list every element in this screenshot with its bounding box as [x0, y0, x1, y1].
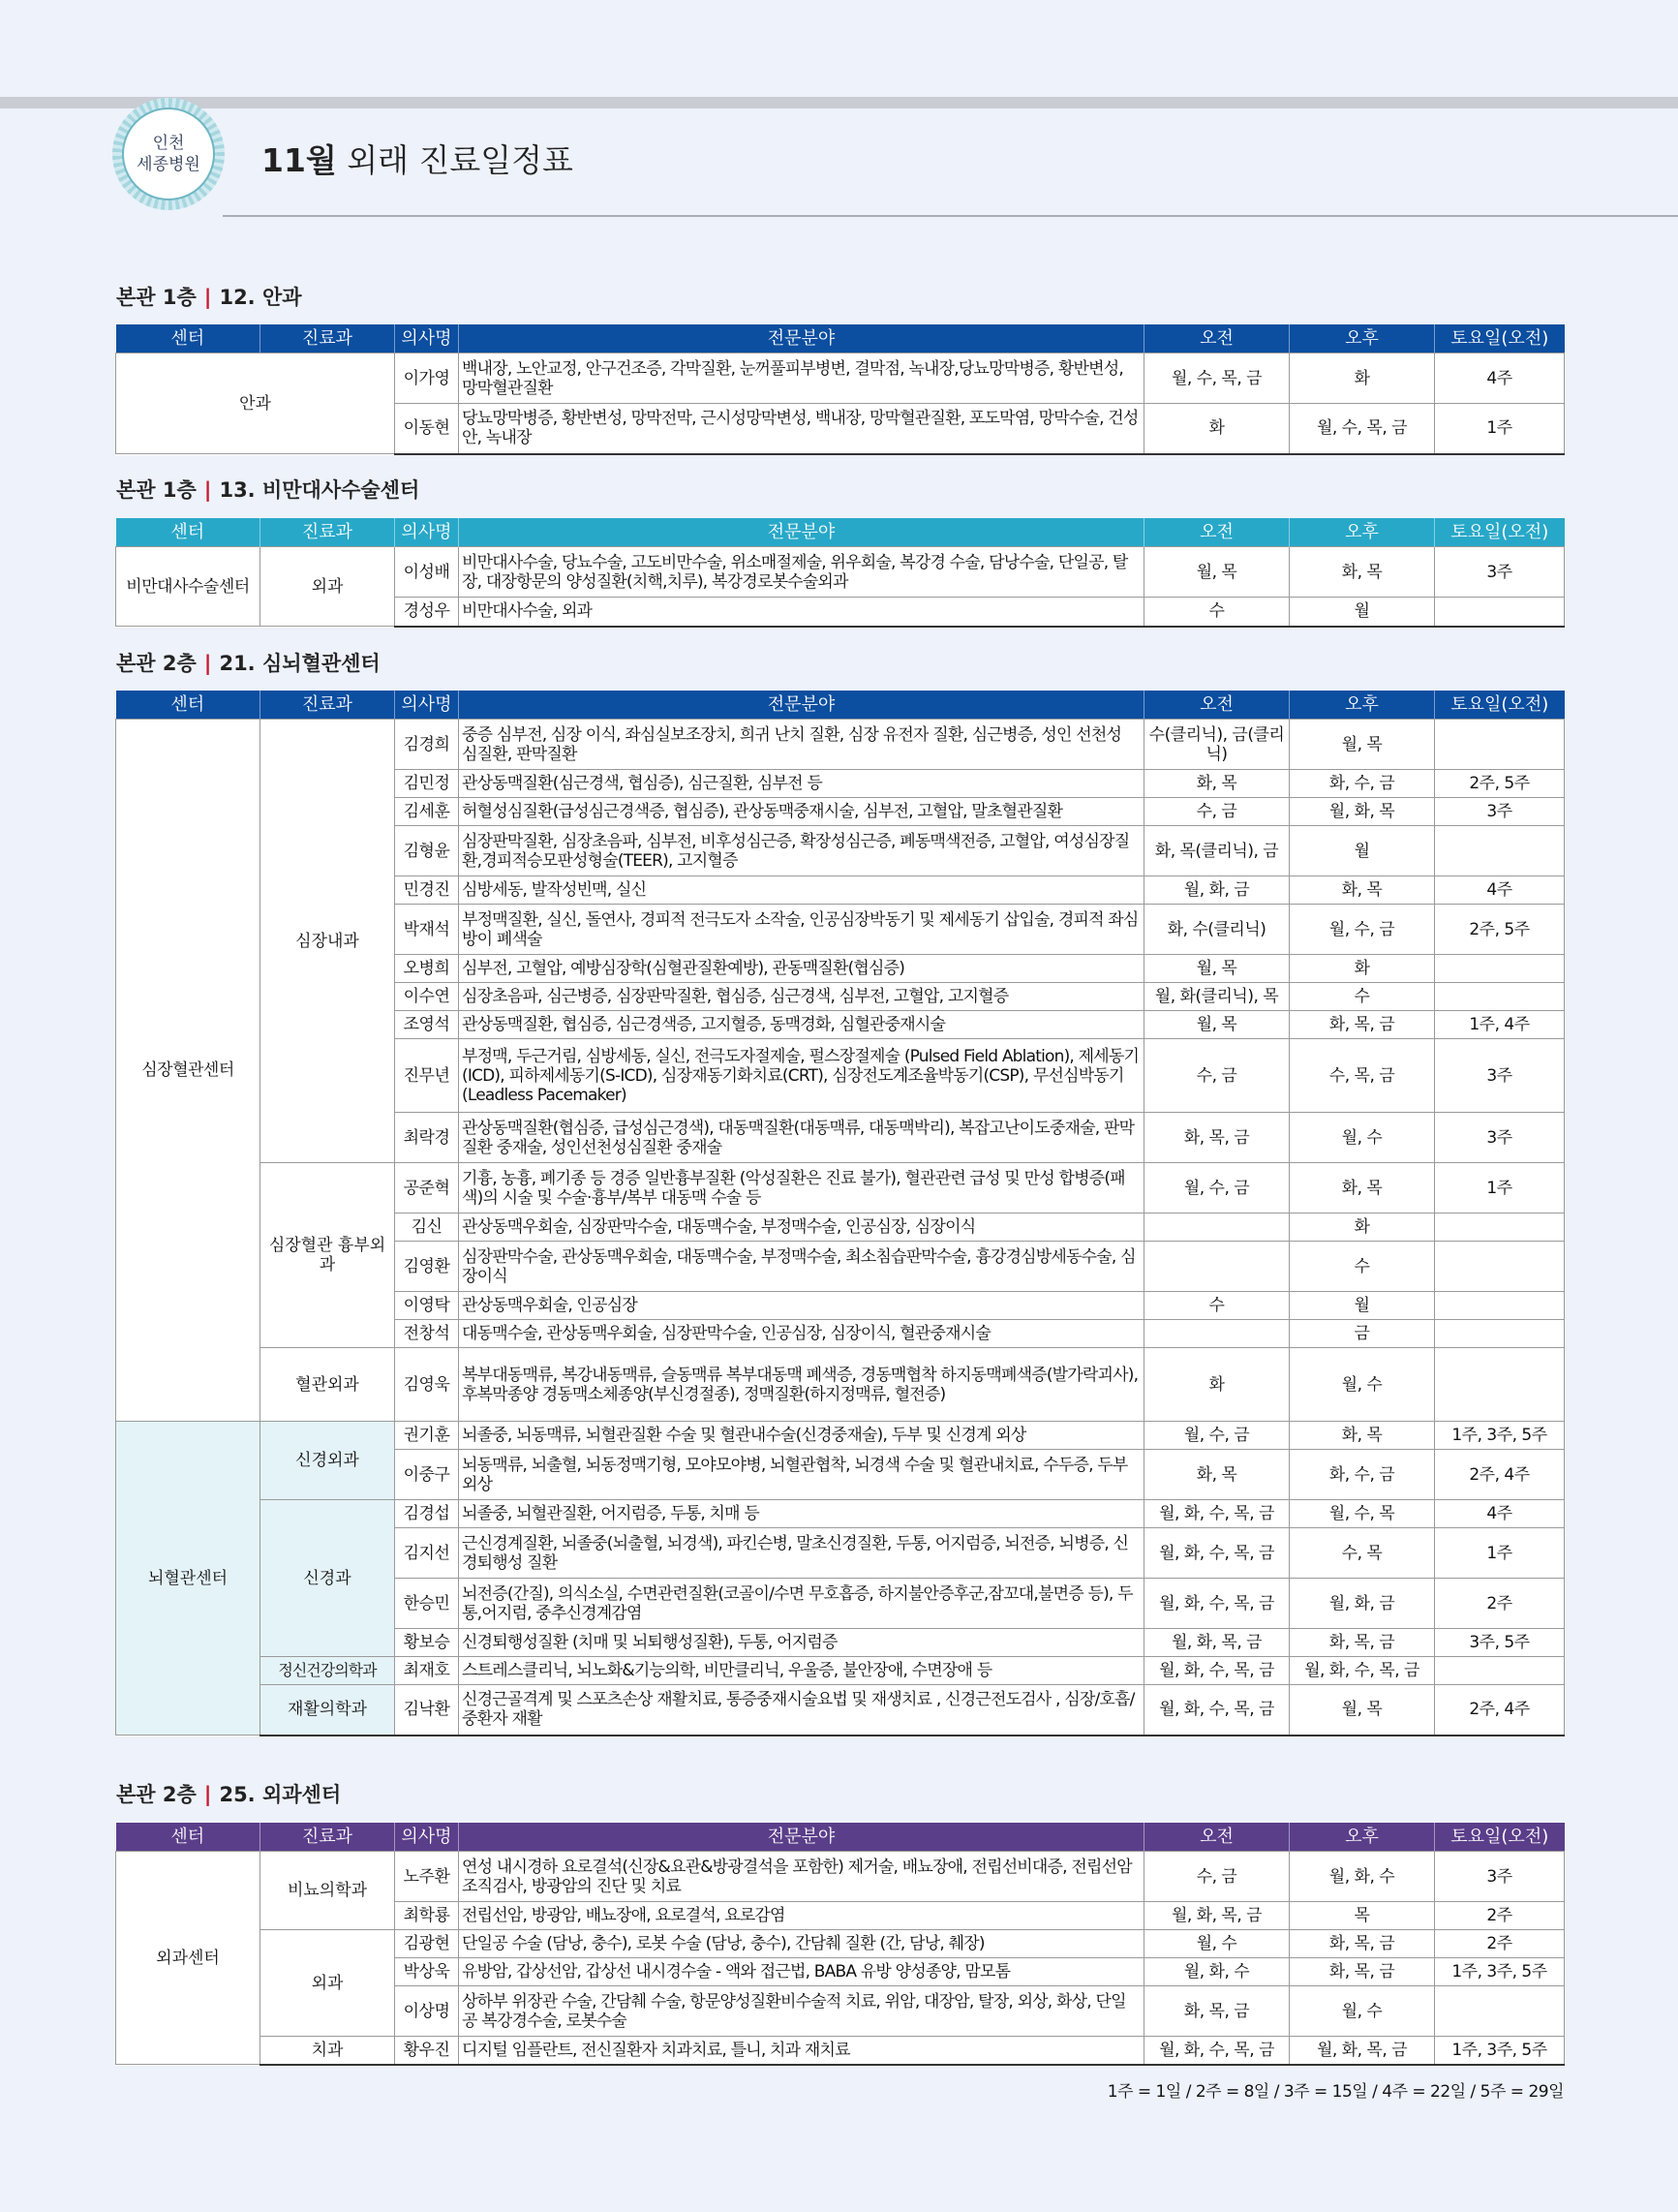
table-row — [116, 1657, 1565, 1685]
doctor-cell: 이동현 — [395, 404, 459, 454]
sat-cell: 1주 — [1435, 404, 1565, 454]
doctor-cell: 박재석 — [395, 905, 459, 955]
dept-cell: 심장내과 — [260, 720, 395, 1163]
sat-cell — [1435, 720, 1565, 770]
am-cell: 화, 수(클리닉) — [1144, 905, 1290, 955]
table-row — [116, 1422, 1565, 1450]
col-specialty: 전문분야 — [459, 691, 1144, 720]
am-cell: 월, 목 — [1144, 955, 1290, 983]
header-rule — [223, 215, 1678, 217]
am-cell: 화, 목, 금 — [1144, 1113, 1290, 1163]
specialty-cell: 당뇨망막병증, 황반변성, 망막전막, 근시성망막변성, 백내장, 망막혈관질환, 포도막염, 망막수술, 건성안, 녹내장 — [459, 404, 1144, 454]
col-am: 오전 — [1144, 691, 1290, 720]
col-am: 오전 — [1144, 518, 1290, 547]
section-floor: 본관 1층 — [116, 478, 197, 502]
am-cell — [1144, 1320, 1290, 1348]
table-row — [116, 2037, 1565, 2065]
am-cell: 월, 화, 수, 목, 금 — [1144, 1528, 1290, 1579]
section-heading-cardio — [116, 648, 381, 677]
pm-cell: 화, 목 — [1290, 1422, 1435, 1450]
specialty-cell: 근신경계질환, 뇌졸중(뇌출혈, 뇌경색), 파킨슨병, 말초신경질환, 두통, 어지럼증, 뇌전증, 뇌병증, 신경퇴행성 질환 — [459, 1528, 1144, 1579]
pm-cell: 화, 수, 금 — [1290, 770, 1435, 798]
center-cell: 비만대사수술센터 — [116, 547, 260, 627]
table-row — [116, 1348, 1565, 1422]
doctor-cell: 김지선 — [395, 1528, 459, 1579]
section-divider: | — [203, 286, 212, 309]
dept-cell: 재활의학과 — [260, 1685, 395, 1736]
am-cell: 월, 수, 금 — [1144, 1422, 1290, 1450]
page-title — [261, 136, 573, 181]
doctor-cell: 조영석 — [395, 1011, 459, 1039]
specialty-cell: 관상동맥질환(협심증, 급성심근경색), 대동맥질환(대동맥류, 대동맥박리), 복잡고난이도중재술, 판막질환 중재술, 성인선천성심질환 중재술 — [459, 1113, 1144, 1163]
pm-cell: 월, 수 — [1290, 1348, 1435, 1422]
col-doctor: 의사명 — [395, 518, 459, 547]
am-cell: 화, 목 — [1144, 1450, 1290, 1500]
doctor-cell: 이중구 — [395, 1450, 459, 1500]
pm-cell: 화, 목 — [1290, 1163, 1435, 1214]
doctor-cell: 이성배 — [395, 547, 459, 598]
pm-cell: 월, 수, 금 — [1290, 905, 1435, 955]
pm-cell: 화, 목, 금 — [1290, 1958, 1435, 1986]
sat-cell — [1435, 1292, 1565, 1320]
col-sat: 토요일(오전) — [1435, 324, 1565, 353]
col-center: 센터 — [116, 1823, 260, 1852]
specialty-cell: 허혈성심질환(급성심근경색증, 협심증), 관상동맥중재시술, 심부전, 고혈압, 말초혈관질환 — [459, 798, 1144, 826]
col-doctor: 의사명 — [395, 324, 459, 353]
logo-badge — [122, 108, 215, 200]
hospital-logo — [112, 98, 225, 210]
dept-cell: 치과 — [260, 2037, 395, 2065]
am-cell: 월, 화, 수, 목, 금 — [1144, 2037, 1290, 2065]
doctor-cell: 공준혁 — [395, 1163, 459, 1214]
doctor-cell: 전창석 — [395, 1320, 459, 1348]
section-title: 25. 외과센터 — [219, 1783, 342, 1806]
pm-cell: 화, 목 — [1290, 547, 1435, 598]
sat-cell: 3주 — [1435, 1852, 1565, 1902]
sat-cell: 3주, 5주 — [1435, 1629, 1565, 1657]
specialty-cell: 상하부 위장관 수술, 간담췌 수술, 항문양성질환비수술적 치료, 위암, 대장암, 탈장, 외상, 화상, 단일공 복강경수술, 로봇수술 — [459, 1986, 1144, 2037]
specialty-cell: 연성 내시경하 요로결석(신장&요관&방광결석을 포함한) 제거술, 배뇨장애, 전립선비대증, 전립선암조직검사, 방광암의 진단 및 치료 — [459, 1852, 1144, 1902]
table-row — [116, 1930, 1565, 1958]
doctor-cell: 김형윤 — [395, 826, 459, 876]
sat-cell — [1435, 955, 1565, 983]
doctor-cell: 황보승 — [395, 1629, 459, 1657]
sat-cell — [1435, 1320, 1565, 1348]
doctor-cell: 이수연 — [395, 983, 459, 1011]
specialty-cell: 관상동맥우회술, 심장판막수술, 대동맥수술, 부정맥수술, 인공심장, 심장이식 — [459, 1214, 1144, 1242]
doctor-cell: 경성우 — [395, 598, 459, 627]
am-cell — [1144, 1242, 1290, 1292]
am-cell — [1144, 1214, 1290, 1242]
sat-cell: 4주 — [1435, 1500, 1565, 1528]
col-pm: 오후 — [1290, 1823, 1435, 1852]
sat-cell: 4주 — [1435, 353, 1565, 404]
specialty-cell: 심방세동, 발작성빈맥, 실신 — [459, 876, 1144, 905]
schedule-table-surgery — [115, 1823, 1565, 2066]
am-cell: 월, 화, 수, 목, 금 — [1144, 1685, 1290, 1736]
specialty-cell: 유방암, 갑상선암, 갑상선 내시경수술 - 액와 접근법, BABA 유방 양성종양, 맘모톰 — [459, 1958, 1144, 1986]
sat-cell: 3주 — [1435, 1113, 1565, 1163]
am-cell: 수, 금 — [1144, 1852, 1290, 1902]
dept-cell: 신경외과 — [260, 1422, 395, 1500]
table-row — [116, 1685, 1565, 1736]
pm-cell: 월, 화, 목 — [1290, 798, 1435, 826]
am-cell: 수, 금 — [1144, 1039, 1290, 1113]
pm-cell: 월 — [1290, 1292, 1435, 1320]
table-header-row — [116, 1823, 1565, 1852]
am-cell: 월, 화, 수, 목, 금 — [1144, 1500, 1290, 1528]
doctor-cell: 이영탁 — [395, 1292, 459, 1320]
pm-cell: 월, 수 — [1290, 1986, 1435, 2037]
dept-cell: 심장혈관 흉부외과 — [260, 1163, 395, 1348]
sat-cell: 3주 — [1435, 547, 1565, 598]
doctor-cell: 김민정 — [395, 770, 459, 798]
section-floor: 본관 2층 — [116, 652, 197, 675]
doctor-cell: 김세훈 — [395, 798, 459, 826]
specialty-cell: 스트레스클리닉, 뇌노화&기능의학, 비만클리닉, 우울증, 불안장애, 수면장애 등 — [459, 1657, 1144, 1685]
pm-cell: 화, 목, 금 — [1290, 1011, 1435, 1039]
am-cell: 월, 목 — [1144, 1011, 1290, 1039]
specialty-cell: 기흉, 농흉, 폐기종 등 경증 일반흉부질환 (악성질환은 진료 불가), 혈관관련 급성 및 만성 합병증(패색)의 시술 및 수술·흉부/복부 대동맥 수술 등 — [459, 1163, 1144, 1214]
dept-cell: 신경과 — [260, 1500, 395, 1657]
pm-cell: 수, 목, 금 — [1290, 1039, 1435, 1113]
section-floor: 본관 2층 — [116, 1783, 197, 1806]
sat-cell: 1주 — [1435, 1163, 1565, 1214]
specialty-cell: 전립선암, 방광암, 배뇨장애, 요로결석, 요로감염 — [459, 1902, 1144, 1930]
pm-cell: 월, 화, 수 — [1290, 1852, 1435, 1902]
sat-cell: 2주, 5주 — [1435, 770, 1565, 798]
doctor-cell: 김신 — [395, 1214, 459, 1242]
specialty-cell: 단일공 수술 (담낭, 충수), 로봇 수술 (담낭, 충수), 간담췌 질환 (간, 담낭, 췌장) — [459, 1930, 1144, 1958]
table-row — [116, 1163, 1565, 1214]
sat-cell: 1주, 3주, 5주 — [1435, 2037, 1565, 2065]
am-cell: 화, 목 — [1144, 770, 1290, 798]
sat-cell: 4주 — [1435, 876, 1565, 905]
doctor-cell: 최학룡 — [395, 1902, 459, 1930]
specialty-cell: 뇌졸중, 뇌동맥류, 뇌혈관질환 수술 및 혈관내수술(신경중재술), 두부 및 신경계 외상 — [459, 1422, 1144, 1450]
table-row — [116, 720, 1565, 770]
col-center: 센터 — [116, 324, 260, 353]
col-pm: 오후 — [1290, 691, 1435, 720]
doctor-cell: 이상명 — [395, 1986, 459, 2037]
section-heading-eye — [116, 282, 302, 311]
section-heading-obesity — [116, 475, 419, 504]
am-cell: 월, 화, 금 — [1144, 876, 1290, 905]
am-cell: 화, 목(클리닉), 금 — [1144, 826, 1290, 876]
pm-cell: 월, 수, 목 — [1290, 1500, 1435, 1528]
col-sat: 토요일(오전) — [1435, 1823, 1565, 1852]
doctor-cell: 최재호 — [395, 1657, 459, 1685]
specialty-cell: 대동맥수술, 관상동맥우회술, 심장판막수술, 인공심장, 심장이식, 혈관중재시술 — [459, 1320, 1144, 1348]
table-header-row — [116, 691, 1565, 720]
am-cell: 수(클리닉), 금(클리닉) — [1144, 720, 1290, 770]
sat-cell: 1주 — [1435, 1528, 1565, 1579]
doctor-cell: 권기훈 — [395, 1422, 459, 1450]
sat-cell — [1435, 1657, 1565, 1685]
am-cell: 월, 수 — [1144, 1930, 1290, 1958]
doctor-cell: 노주환 — [395, 1852, 459, 1902]
sat-cell: 2주 — [1435, 1902, 1565, 1930]
sat-cell: 1주, 4주 — [1435, 1011, 1565, 1039]
pm-cell: 월, 화, 목, 금 — [1290, 2037, 1435, 2065]
col-doctor: 의사명 — [395, 1823, 459, 1852]
sat-cell — [1435, 983, 1565, 1011]
logo-line1: 인천 — [152, 134, 185, 153]
doctor-cell: 오병희 — [395, 955, 459, 983]
section-heading-surgery — [116, 1779, 341, 1808]
col-specialty: 전문분야 — [459, 324, 1144, 353]
center-cell: 심장혈관센터 — [116, 720, 260, 1422]
sat-cell — [1435, 598, 1565, 627]
pm-cell: 수 — [1290, 983, 1435, 1011]
specialty-cell: 비만대사수술, 외과 — [459, 598, 1144, 627]
doctor-cell: 민경진 — [395, 876, 459, 905]
specialty-cell: 뇌전증(간질), 의식소실, 수면관련질환(코골이/수면 무호흡증, 하지불안증후군,잠꼬대,불면증 등), 두통,어지럼, 중추신경계감염 — [459, 1579, 1144, 1629]
col-doctor: 의사명 — [395, 691, 459, 720]
col-sat: 토요일(오전) — [1435, 691, 1565, 720]
col-center: 센터 — [116, 518, 260, 547]
table-row — [116, 1852, 1565, 1902]
dept-cell: 외과 — [260, 1930, 395, 2037]
specialty-cell: 뇌졸중, 뇌혈관질환, 어지럼증, 두통, 치매 등 — [459, 1500, 1144, 1528]
doctor-cell: 최락경 — [395, 1113, 459, 1163]
sat-cell: 2주 — [1435, 1579, 1565, 1629]
week-footnote: 1주 = 1일 / 2주 = 8일 / 3주 = 15일 / 4주 = 22일 / 5주 = 29일 — [1107, 2082, 1564, 2102]
pm-cell: 월, 목 — [1290, 1685, 1435, 1736]
section-title: 12. 안과 — [219, 286, 302, 309]
sat-cell: 3주 — [1435, 798, 1565, 826]
center-cell: 뇌혈관센터 — [116, 1422, 260, 1736]
section-title: 21. 심뇌혈관센터 — [219, 652, 381, 675]
am-cell: 화 — [1144, 404, 1290, 454]
doctor-cell: 한승민 — [395, 1579, 459, 1629]
section-divider: | — [203, 478, 212, 502]
dept-cell: 외과 — [260, 547, 395, 627]
am-cell: 월, 화, 목, 금 — [1144, 1629, 1290, 1657]
sat-cell: 2주, 4주 — [1435, 1450, 1565, 1500]
specialty-cell: 중증 심부전, 심장 이식, 좌심실보조장치, 희귀 난치 질환, 심장 유전자 질환, 심근병증, 성인 선천성 심질환, 판막질환 — [459, 720, 1144, 770]
specialty-cell: 백내장, 노안교정, 안구건조증, 각막질환, 눈꺼풀피부병변, 결막점, 녹내장,당뇨망막병증, 황반변성, 망막혈관질환 — [459, 353, 1144, 404]
dept-cell: 혈관외과 — [260, 1348, 395, 1422]
col-dept: 진료과 — [260, 691, 395, 720]
pm-cell: 월 — [1290, 598, 1435, 627]
col-dept: 진료과 — [260, 518, 395, 547]
am-cell: 월, 화, 수, 목, 금 — [1144, 1657, 1290, 1685]
table-row — [116, 1500, 1565, 1528]
doctor-cell: 황우진 — [395, 2037, 459, 2065]
col-pm: 오후 — [1290, 324, 1435, 353]
center-cell: 안과 — [116, 353, 395, 454]
logo-line2: 세종병원 — [137, 155, 200, 174]
specialty-cell: 복부대동맥류, 복강내동맥류, 슬동맥류 복부대동맥 폐색증, 경동맥협착 하지동맥폐색증(발가락괴사), 후복막종양 경동맥소체종양(부신경절종), 정맥질환(하지정맥류, 혈전증) — [459, 1348, 1144, 1422]
am-cell: 수 — [1144, 598, 1290, 627]
specialty-cell: 심장판막질환, 심장초음파, 심부전, 비후성심근증, 확장성심근증, 폐동맥색전증, 고혈압, 여성심장질환,경피적승모판성형술(TEER), 고지혈증 — [459, 826, 1144, 876]
doctor-cell: 김영환 — [395, 1242, 459, 1292]
sat-cell — [1435, 1986, 1565, 2037]
col-specialty: 전문분야 — [459, 518, 1144, 547]
pm-cell: 월, 화, 금 — [1290, 1579, 1435, 1629]
col-am: 오전 — [1144, 324, 1290, 353]
schedule-table-eye — [115, 324, 1565, 455]
sat-cell — [1435, 826, 1565, 876]
section-title: 13. 비만대사수술센터 — [219, 478, 420, 502]
col-am: 오전 — [1144, 1823, 1290, 1852]
section-divider: | — [203, 1783, 212, 1806]
section-floor: 본관 1층 — [116, 286, 197, 309]
specialty-cell: 심부전, 고혈압, 예방심장학(심혈관질환예방), 관동맥질환(협심증) — [459, 955, 1144, 983]
am-cell: 화, 목, 금 — [1144, 1986, 1290, 2037]
doctor-cell: 이가영 — [395, 353, 459, 404]
sat-cell: 2주, 4주 — [1435, 1685, 1565, 1736]
table-header-row — [116, 324, 1565, 353]
specialty-cell: 심장판막수술, 관상동맥우회술, 대동맥수술, 부정맥수술, 최소침습판막수술, 흉강경심방세동수술, 심장이식 — [459, 1242, 1144, 1292]
pm-cell: 월, 화, 수, 목, 금 — [1290, 1657, 1435, 1685]
pm-cell: 월, 수, 목, 금 — [1290, 404, 1435, 454]
am-cell: 수 — [1144, 1292, 1290, 1320]
pm-cell: 월, 목 — [1290, 720, 1435, 770]
sat-cell: 3주 — [1435, 1039, 1565, 1113]
doctor-cell: 박상욱 — [395, 1958, 459, 1986]
am-cell: 월, 수, 목, 금 — [1144, 353, 1290, 404]
specialty-cell: 관상동맥우회술, 인공심장 — [459, 1292, 1144, 1320]
doctor-cell: 김영욱 — [395, 1348, 459, 1422]
am-cell: 수, 금 — [1144, 798, 1290, 826]
table-row — [116, 547, 1565, 598]
specialty-cell: 뇌동맥류, 뇌출혈, 뇌동정맥기형, 모야모야병, 뇌혈관협착, 뇌경색 수술 및 혈관내치료, 수두증, 두부외상 — [459, 1450, 1144, 1500]
table-row — [116, 353, 1565, 404]
am-cell: 월, 화, 수 — [1144, 1958, 1290, 1986]
pm-cell: 수, 목 — [1290, 1528, 1435, 1579]
col-dept: 진료과 — [260, 324, 395, 353]
schedule-table-obesity — [115, 518, 1565, 628]
sat-cell — [1435, 1214, 1565, 1242]
am-cell: 화 — [1144, 1348, 1290, 1422]
center-cell: 외과센터 — [116, 1852, 260, 2065]
dept-cell: 비뇨의학과 — [260, 1852, 395, 1930]
col-specialty: 전문분야 — [459, 1823, 1144, 1852]
specialty-cell: 심장초음파, 심근병증, 심장판막질환, 협심증, 심근경색, 심부전, 고혈압, 고지혈증 — [459, 983, 1144, 1011]
pm-cell: 화 — [1290, 955, 1435, 983]
doctor-cell: 김경희 — [395, 720, 459, 770]
pm-cell: 화, 목, 금 — [1290, 1930, 1435, 1958]
pm-cell: 화, 목 — [1290, 876, 1435, 905]
specialty-cell: 신경근골격계 및 스포츠손상 재활치료, 통증중재시술요법 및 재생치료 , 신경근전도검사 , 심장/호흡/중환자 재활 — [459, 1685, 1144, 1736]
specialty-cell: 디지털 임플란트, 전신질환자 치과치료, 틀니, 치과 재치료 — [459, 2037, 1144, 2065]
am-cell: 월, 수, 금 — [1144, 1163, 1290, 1214]
sat-cell: 1주, 3주, 5주 — [1435, 1422, 1565, 1450]
pm-cell: 화, 수, 금 — [1290, 1450, 1435, 1500]
specialty-cell: 신경퇴행성질환 (치매 및 뇌퇴행성질환), 두통, 어지럼증 — [459, 1629, 1144, 1657]
col-dept: 진료과 — [260, 1823, 395, 1852]
pm-cell: 월, 수 — [1290, 1113, 1435, 1163]
sat-cell: 2주, 5주 — [1435, 905, 1565, 955]
title-text: 외래 진료일정표 — [336, 141, 573, 179]
specialty-cell: 부정맥, 두근거림, 심방세동, 실신, 전극도자절제술, 펄스장절제술 (Pulsed Field Ablation), 제세동기(ICD), 피하제세동기(S-ICD), 심장재동기화치료(CRT), 심장전도계조율박동기(CSP), 무선심박동기(Leadless Pacemaker) — [459, 1039, 1144, 1113]
col-center: 센터 — [116, 691, 260, 720]
table-header-row — [116, 518, 1565, 547]
doctor-cell: 김경섭 — [395, 1500, 459, 1528]
col-pm: 오후 — [1290, 518, 1435, 547]
top-bar — [0, 97, 1678, 108]
col-sat: 토요일(오전) — [1435, 518, 1565, 547]
am-cell: 월, 목 — [1144, 547, 1290, 598]
am-cell: 월, 화, 수, 목, 금 — [1144, 1579, 1290, 1629]
pm-cell: 수 — [1290, 1242, 1435, 1292]
doctor-cell: 김광현 — [395, 1930, 459, 1958]
sat-cell: 1주, 3주, 5주 — [1435, 1958, 1565, 1986]
am-cell: 월, 화(클리닉), 목 — [1144, 983, 1290, 1011]
pm-cell: 화 — [1290, 1214, 1435, 1242]
specialty-cell: 비만대사수술, 당뇨수술, 고도비만수술, 위소매절제술, 위우회술, 복강경 수술, 담낭수술, 단일공, 탈장, 대장항문의 양성질환(치핵,치루), 복강경로봇수술외과 — [459, 547, 1144, 598]
pm-cell: 목 — [1290, 1902, 1435, 1930]
schedule-table-cardio — [115, 691, 1565, 1736]
pm-cell: 화 — [1290, 353, 1435, 404]
pm-cell: 금 — [1290, 1320, 1435, 1348]
pm-cell: 화, 목, 금 — [1290, 1629, 1435, 1657]
sat-cell: 2주 — [1435, 1930, 1565, 1958]
pm-cell: 월 — [1290, 826, 1435, 876]
section-divider: | — [203, 652, 212, 675]
doctor-cell: 김낙환 — [395, 1685, 459, 1736]
specialty-cell: 관상동맥질환, 협심증, 심근경색증, 고지혈증, 동맥경화, 심혈관중재시술 — [459, 1011, 1144, 1039]
am-cell: 월, 화, 목, 금 — [1144, 1902, 1290, 1930]
sat-cell — [1435, 1348, 1565, 1422]
title-month: 11월 — [261, 141, 337, 179]
dept-cell: 정신건강의학과 — [260, 1657, 395, 1685]
sat-cell — [1435, 1242, 1565, 1292]
specialty-cell: 관상동맥질환(심근경색, 협심증), 심근질환, 심부전 등 — [459, 770, 1144, 798]
specialty-cell: 부정맥질환, 실신, 돌연사, 경피적 전극도자 소작술, 인공심장박동기 및 제세동기 삽입술, 경피적 좌심방이 폐색술 — [459, 905, 1144, 955]
doctor-cell: 진무년 — [395, 1039, 459, 1113]
